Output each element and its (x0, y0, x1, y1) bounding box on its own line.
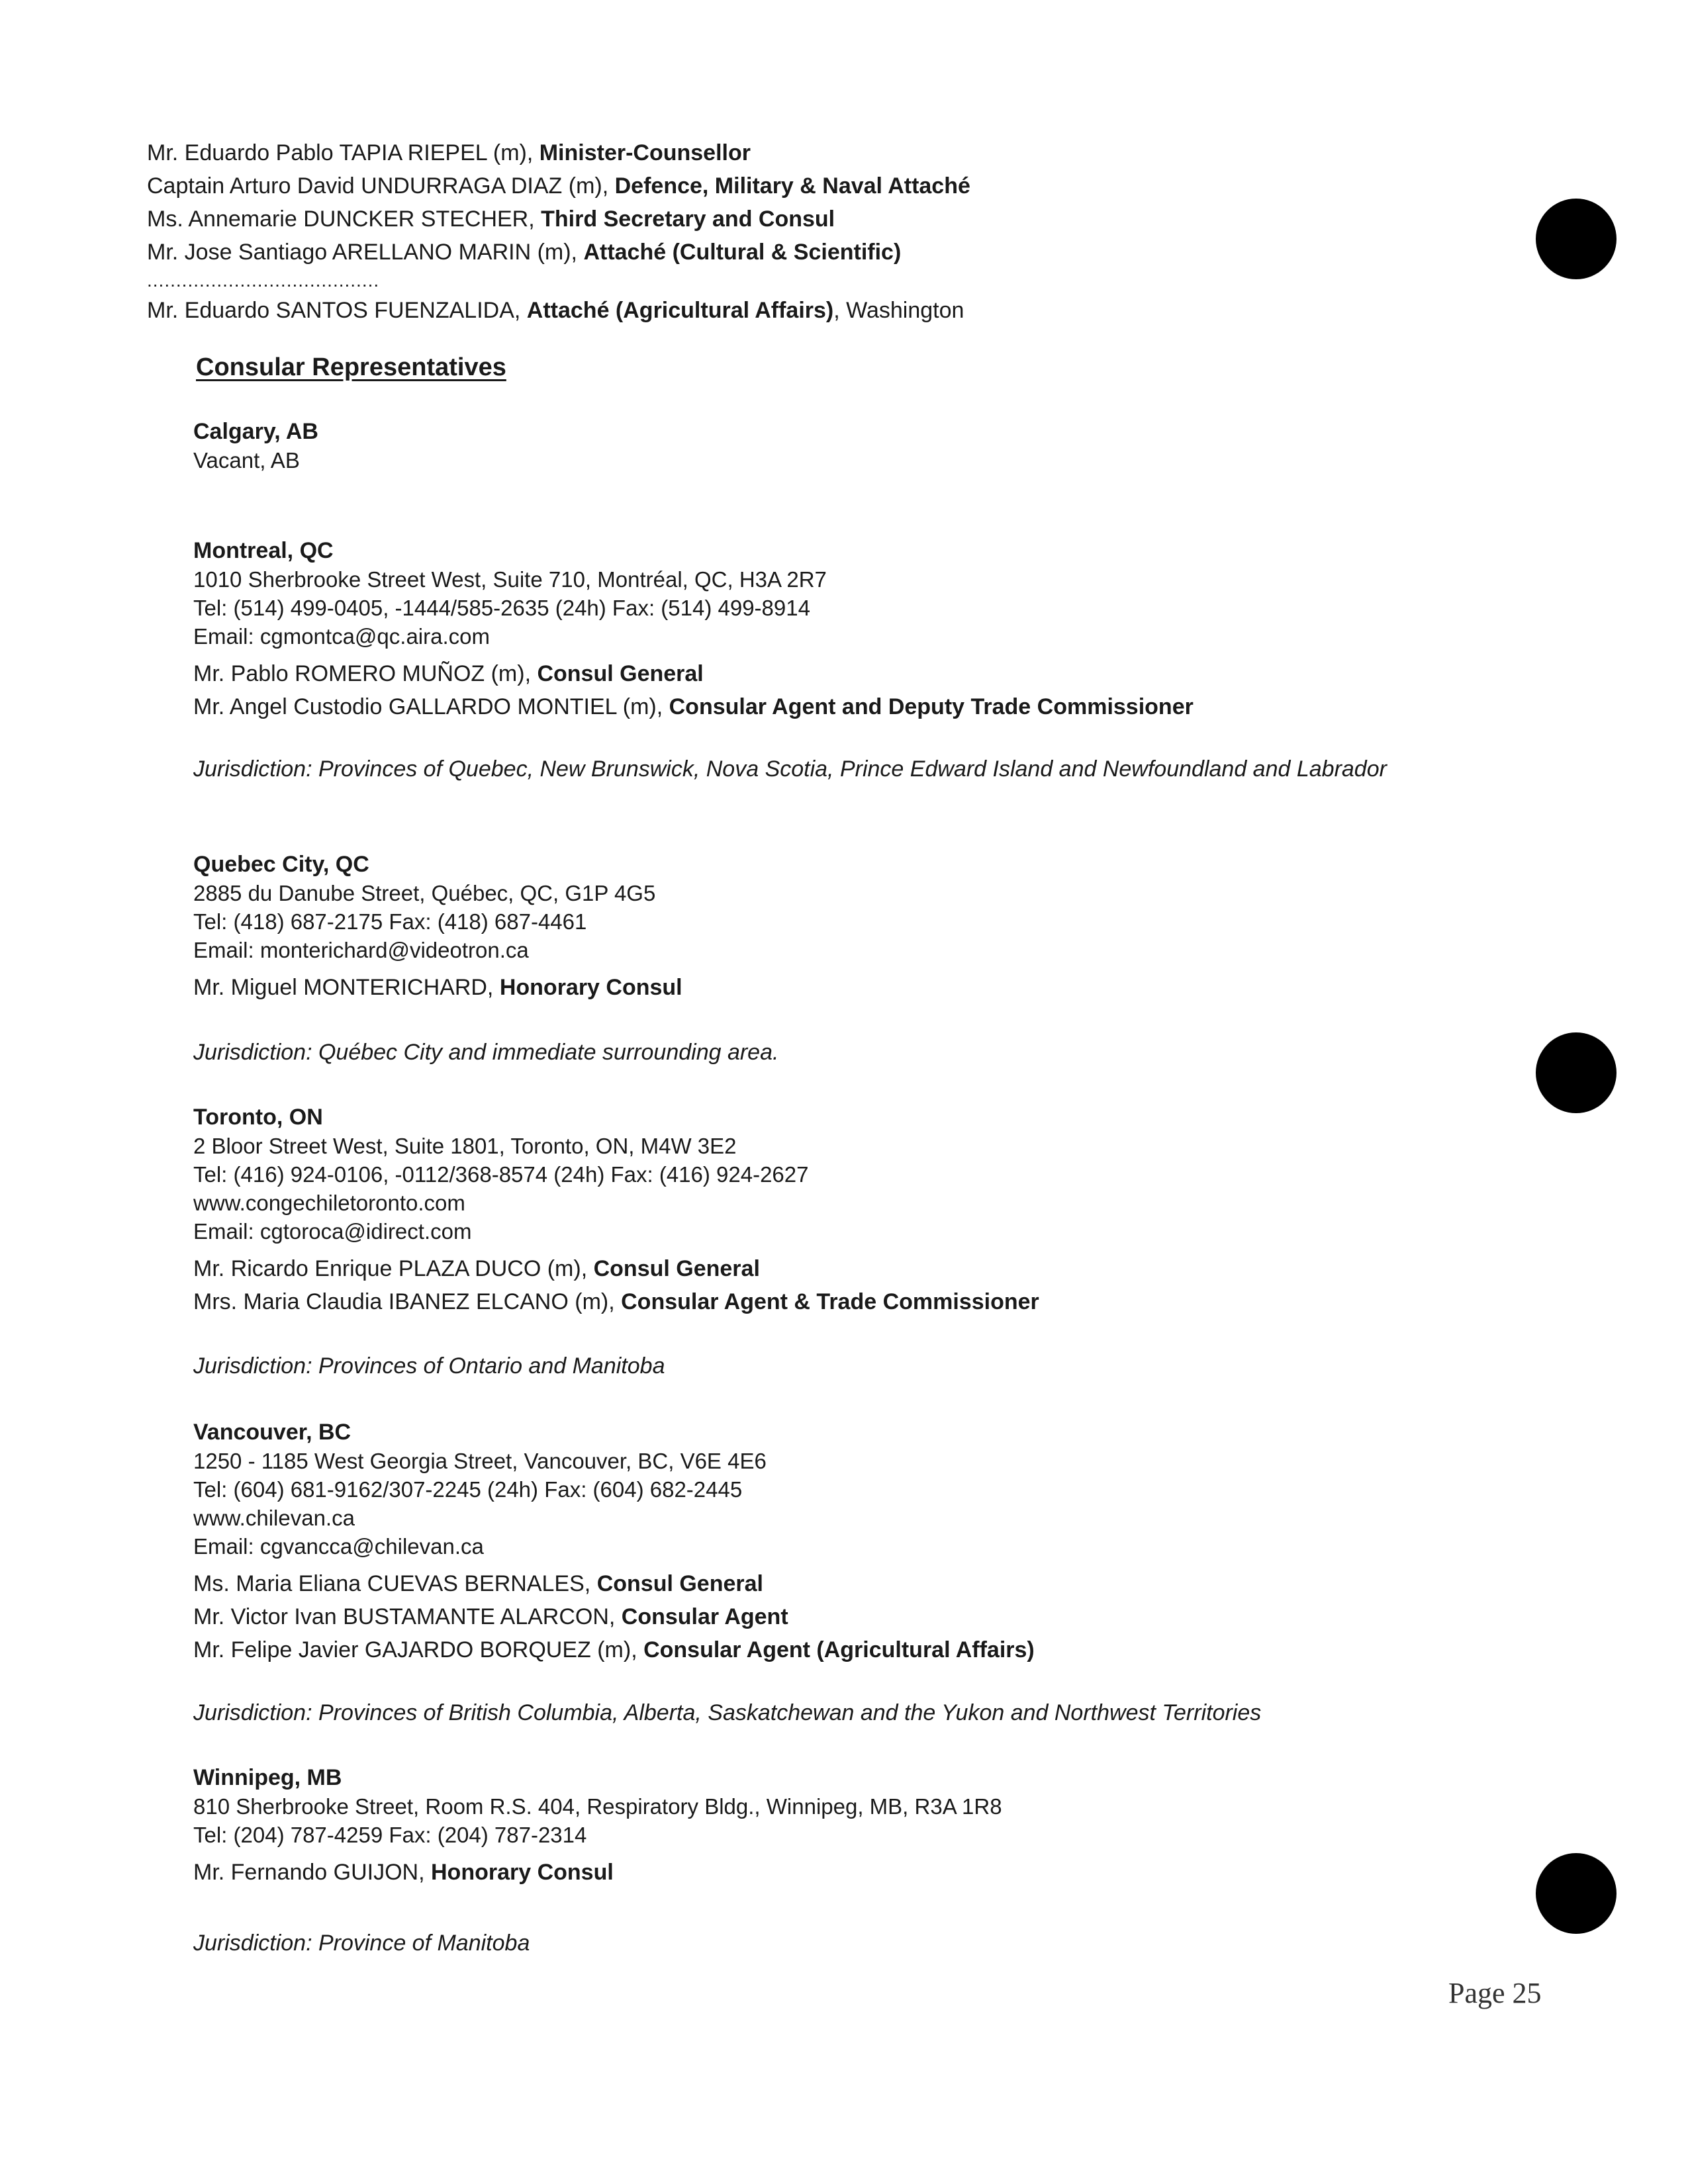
office-calgary (193, 417, 1504, 475)
person-entry (193, 1285, 1504, 1318)
person-name: Mr. Fernando GUIJON, (193, 1860, 431, 1885)
person-entry (193, 1633, 1504, 1666)
separator-dots: ........................................ (147, 270, 380, 291)
person-role: Consul General (537, 661, 704, 686)
office-phone: Tel: (204) 787-4259 Fax: (204) 787-2314 (193, 1823, 587, 1847)
staff-line (147, 136, 1405, 169)
office-city: Vancouver, BC (193, 1420, 352, 1445)
person-name: Ms. Maria Eliana CUEVAS BERNALES, (193, 1571, 597, 1596)
office-people (193, 657, 1504, 723)
office-email: Email: monterichard@videotron.ca (193, 938, 529, 962)
office-phone: Tel: (604) 681-9162/307-2245 (24h) Fax: (604) 682-2445 (193, 1477, 743, 1502)
staff-list (147, 136, 1405, 327)
office-jurisdiction: Jurisdiction: Provinces of Quebec, New Brunswick, Nova Scotia, Prince Edward Island and Newfoundland and Labrador (193, 756, 1387, 782)
person-entry (193, 971, 1504, 1004)
office-toronto (193, 1103, 1504, 1318)
person-role: Consular Agent (621, 1604, 788, 1629)
staff-line (147, 294, 1405, 327)
staff-line (147, 203, 1405, 236)
person-name: Mr. Angel Custodio GALLARDO MONTIEL (m), (193, 694, 669, 719)
person-name: Mr. Ricardo Enrique PLAZA DUCO (m), (193, 1256, 594, 1281)
person-name: Mr. Miguel MONTERICHARD, (193, 975, 500, 1000)
staff-role: Minister-Counsellor (539, 140, 751, 165)
person-role: Honorary Consul (499, 975, 682, 1000)
office-phone: Tel: (418) 687-2175 Fax: (418) 687-4461 (193, 909, 587, 934)
person-role: Consul General (596, 1571, 763, 1596)
section-heading: Consular Representatives (196, 353, 506, 381)
person-role: Consul General (593, 1256, 760, 1281)
office-city: Winnipeg, MB (193, 1765, 342, 1790)
office-montreal (193, 536, 1504, 723)
staff-name: Mr. Jose Santiago ARELLANO MARIN (m), (147, 240, 584, 265)
office-city: Calgary, AB (193, 419, 318, 444)
staff-role: Defence, Military & Naval Attaché (614, 173, 970, 199)
office-city: Quebec City, QC (193, 852, 369, 877)
staff-role: Attaché (Cultural & Scientific) (583, 240, 902, 265)
person-entry (193, 1856, 1504, 1889)
staff-name: Mr. Eduardo SANTOS FUENZALIDA, (147, 298, 527, 323)
office-people (193, 1567, 1504, 1666)
office-email: Email: cgtoroca@idirect.com (193, 1219, 472, 1244)
office-email: Email: cgvancca@chilevan.ca (193, 1534, 484, 1559)
person-entry (193, 657, 1504, 690)
office-website: www.chilevan.ca (193, 1506, 355, 1530)
staff-line (147, 169, 1405, 203)
office-phone: Tel: (514) 499-0405, -1444/585-2635 (24h) Fax: (514) 499-8914 (193, 596, 810, 620)
office-city: Toronto, ON (193, 1105, 323, 1130)
punch-hole (1536, 1032, 1617, 1113)
person-name: Mrs. Maria Claudia IBANEZ ELCANO (m), (193, 1289, 622, 1314)
person-role: Consular Agent and Deputy Trade Commissioner (669, 694, 1194, 719)
office-quebec-city (193, 850, 1504, 1004)
page-number: Page 25 (1448, 1977, 1542, 2009)
office-vancouver (193, 1418, 1504, 1666)
office-email: Email: cgmontca@qc.aira.com (193, 624, 490, 649)
office-people (193, 971, 1504, 1004)
person-entry (193, 1567, 1504, 1600)
office-people (193, 1252, 1504, 1318)
office-address: 1250 - 1185 West Georgia Street, Vancouver, BC, V6E 4E6 (193, 1449, 767, 1473)
person-name: Mr. Pablo ROMERO MUÑOZ (m), (193, 661, 538, 686)
office-address: 2 Bloor Street West, Suite 1801, Toronto, ON, M4W 3E2 (193, 1134, 737, 1158)
person-entry (193, 1600, 1504, 1633)
office-jurisdiction: Jurisdiction: Provinces of Ontario and Manitoba (193, 1353, 665, 1379)
staff-name: Ms. Annemarie DUNCKER STECHER, (147, 206, 541, 232)
staff-role: Attaché (Agricultural Affairs) (526, 298, 834, 323)
punch-hole (1536, 1853, 1617, 1934)
person-name: Mr. Felipe Javier GAJARDO BORQUEZ (m), (193, 1637, 644, 1662)
person-entry (193, 1252, 1504, 1285)
office-phone: Tel: (416) 924-0106, -0112/368-8574 (24h) Fax: (416) 924-2627 (193, 1162, 809, 1187)
staff-role: Third Secretary and Consul (541, 206, 835, 232)
person-role: Honorary Consul (431, 1860, 614, 1885)
person-role: Consular Agent & Trade Commissioner (621, 1289, 1039, 1314)
person-name: Mr. Victor Ivan BUSTAMANTE ALARCON, (193, 1604, 622, 1629)
office-city: Montreal, QC (193, 538, 334, 563)
office-jurisdiction: Jurisdiction: Provinces of British Columbia, Alberta, Saskatchewan and the Yukon and Northwest Territories (193, 1700, 1262, 1725)
office-address: 810 Sherbrooke Street, Room R.S. 404, Respiratory Bldg., Winnipeg, MB, R3A 1R8 (193, 1794, 1002, 1819)
staff-name: Mr. Eduardo Pablo TAPIA RIEPEL (m), (147, 140, 539, 165)
staff-line (147, 236, 1405, 269)
staff-location: , Washington (833, 298, 964, 323)
office-line: Vacant, AB (193, 448, 300, 473)
office-jurisdiction: Jurisdiction: Province of Manitoba (193, 1931, 530, 1956)
person-role: Consular Agent (Agricultural Affairs) (643, 1637, 1035, 1662)
office-people (193, 1856, 1504, 1889)
office-address: 1010 Sherbrooke Street West, Suite 710, Montréal, QC, H3A 2R7 (193, 567, 827, 592)
office-website: www.congechiletoronto.com (193, 1191, 465, 1215)
punch-hole (1536, 199, 1617, 279)
office-jurisdiction: Jurisdiction: Québec City and immediate surrounding area. (193, 1040, 779, 1065)
office-winnipeg (193, 1763, 1504, 1889)
office-address: 2885 du Danube Street, Québec, QC, G1P 4G5 (193, 881, 656, 905)
staff-name: Captain Arturo David UNDURRAGA DIAZ (m), (147, 173, 615, 199)
person-entry (193, 690, 1504, 723)
